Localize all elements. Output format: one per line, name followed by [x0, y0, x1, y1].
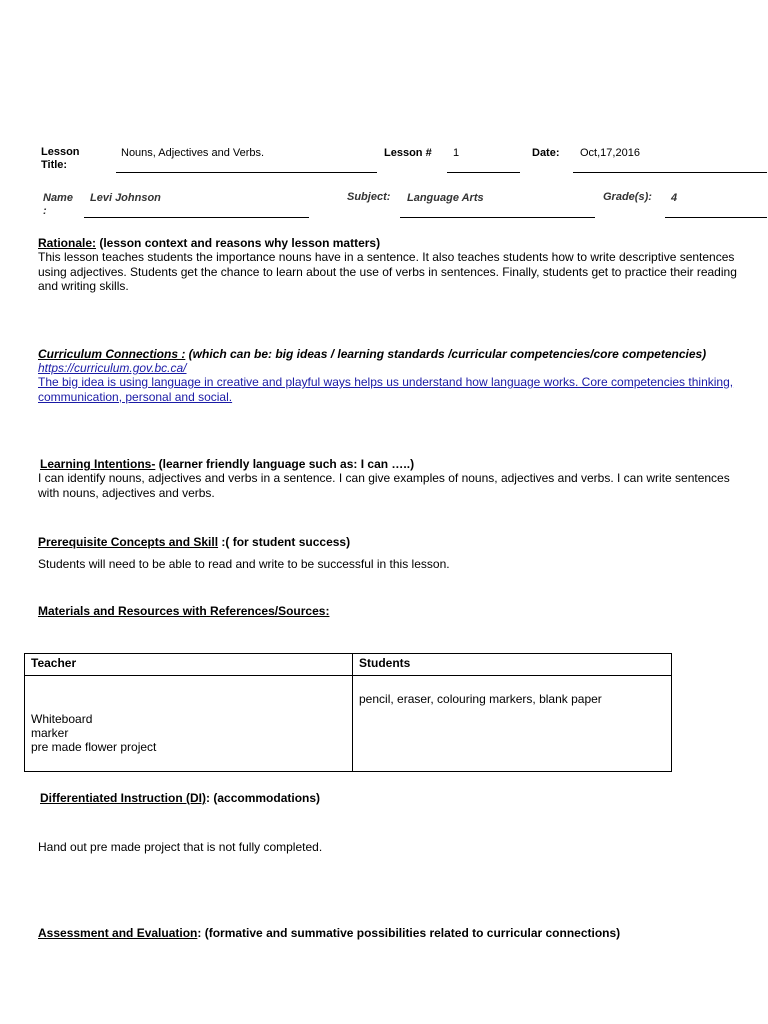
- subject-line: [400, 217, 595, 218]
- curriculum-text[interactable]: The big idea is using language in creative and playful ways helps us understand how language works. Core competencies thinking, communication, personal and social.: [38, 375, 734, 404]
- date-label: Date:: [532, 147, 560, 159]
- materials-table: [24, 653, 672, 772]
- grade-value: 4: [671, 192, 678, 204]
- teacher-items-cell: [25, 676, 353, 772]
- teacher-item: marker: [31, 726, 69, 740]
- curriculum-link[interactable]: https://curriculum.gov.bc.ca/: [38, 361, 187, 375]
- curriculum-heading: Curriculum Connections : (which can be: big ideas / learning standards /curricular competencies/core competencies): [38, 347, 707, 361]
- lesson-number-value: 1: [453, 147, 460, 159]
- date-value: Oct,17,2016: [580, 147, 640, 159]
- subject-value: Language Arts: [407, 192, 484, 204]
- lesson-title-value: Nouns, Adjectives and Verbs.: [121, 147, 265, 159]
- teacher-column-header: Teacher: [25, 654, 353, 676]
- grade-line: [665, 217, 767, 218]
- differentiated-text: Hand out pre made project that is not fully completed.: [38, 840, 323, 854]
- name-label: Name :: [43, 192, 73, 217]
- rationale-heading: Rationale: (lesson context and reasons why lesson matters): [38, 236, 381, 250]
- date-line: [573, 172, 767, 173]
- intentions-heading: Learning Intentions- (learner friendly language such as: I can …..): [40, 457, 415, 471]
- intentions-text: I can identify nouns, adjectives and verbs in a sentence. I can give examples of nouns, adjectives and verbs. I can write sentences with nouns, adjectives and verbs.: [38, 471, 730, 500]
- students-column-header: Students: [353, 654, 672, 676]
- prerequisite-heading: Prerequisite Concepts and Skill :( for student success): [38, 535, 351, 549]
- materials-header-row: [25, 654, 672, 676]
- materials-content-row: [25, 676, 672, 772]
- name-value: Levi Johnson: [90, 192, 161, 204]
- name-line: [84, 217, 309, 218]
- lesson-title-label: Lesson Title:: [41, 146, 80, 171]
- prerequisite-text: Students will need to be able to read and write to be successful in this lesson.: [38, 557, 450, 571]
- teacher-item: Whiteboard: [31, 712, 93, 726]
- lesson-number-label: Lesson #: [384, 147, 432, 159]
- differentiated-heading: Differentiated Instruction (DI): (accommodations): [40, 791, 321, 805]
- materials-heading: Materials and Resources with References/Sources:: [38, 604, 330, 618]
- grade-label: Grade(s):: [603, 191, 652, 203]
- students-items-cell: pencil, eraser, colouring markers, blank paper: [353, 676, 672, 772]
- lesson-number-line: [447, 172, 520, 173]
- teacher-item: pre made flower project: [31, 740, 157, 754]
- subject-label: Subject:: [347, 191, 391, 203]
- assessment-heading: Assessment and Evaluation: (formative and summative possibilities related to curricular connections): [38, 926, 621, 940]
- rationale-text: This lesson teaches students the importance nouns have in a sentence. It also teaches students how to write descriptive sentences using adjectives. Students get the chance to learn about the use of verbs in sentences. Finally, students get to practice their reading and writing skills.: [38, 250, 737, 293]
- lesson-title-line: [116, 172, 377, 173]
